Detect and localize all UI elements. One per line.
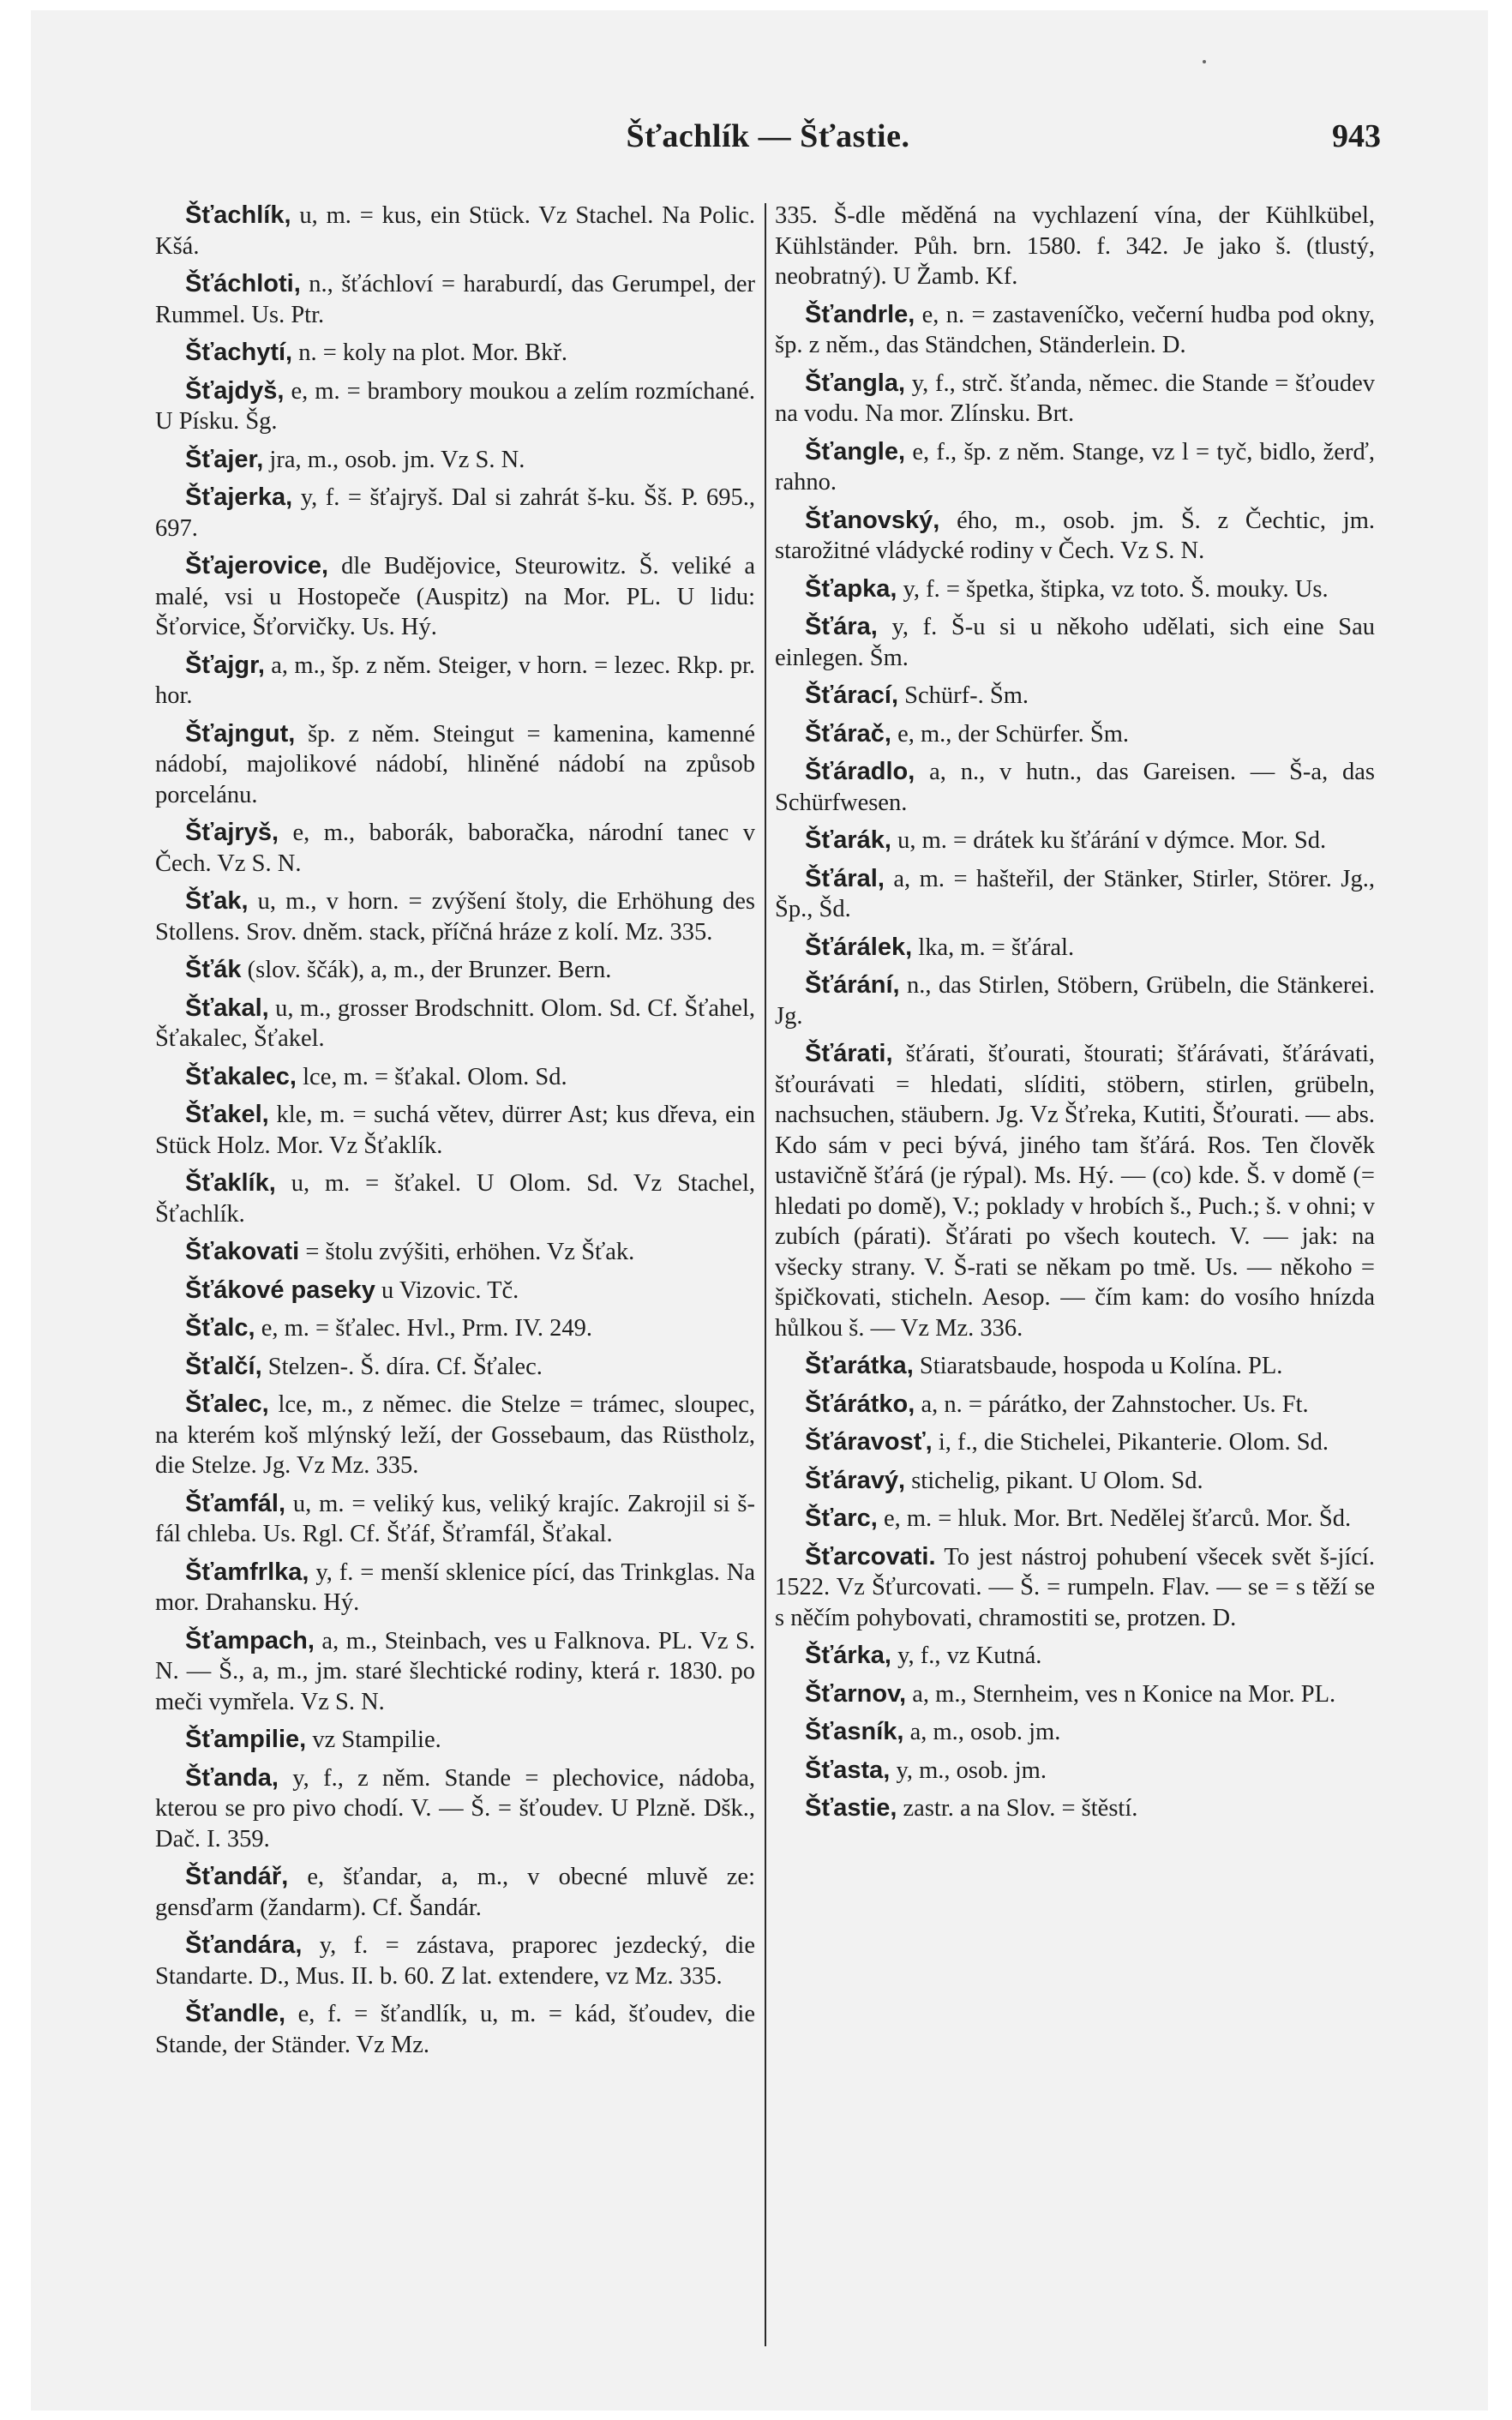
entry-headword: Šťakel, bbox=[185, 1101, 269, 1128]
entry-definition: y, f. = šťajryš. Dal si zahrát š-ku. Šš. P. 695., 697. bbox=[155, 484, 755, 542]
dictionary-entry bbox=[155, 445, 755, 476]
entry-definition: (slov. ščák), a, m., der Brunzer. Bern. bbox=[241, 957, 612, 983]
entry-headword: Šťalc, bbox=[185, 1314, 255, 1342]
entry-headword: Šťaklík, bbox=[185, 1169, 276, 1197]
dictionary-entry bbox=[775, 300, 1375, 361]
dictionary-entry bbox=[155, 1999, 755, 2060]
entry-definition: a, m., Sternheim, ves n Konice na Mor. PL. bbox=[906, 1680, 1336, 1708]
dictionary-entry bbox=[155, 1725, 755, 1756]
entry-definition: e, šťandar, a, m., v obecné mluvě ze: gensďarm (žandarm). Cf. Šandár. bbox=[155, 1864, 755, 1921]
entry-headword: Šťamfál, bbox=[185, 1489, 286, 1517]
dictionary-entry bbox=[155, 1763, 755, 1855]
entry-headword: Šťarnov, bbox=[805, 1679, 907, 1708]
dictionary-entry bbox=[775, 757, 1375, 818]
entry-definition: u, m. = kus, ein Stück. Vz Stachel. Na Polic. Kšá. bbox=[155, 202, 755, 260]
entry-definition: zastr. a na Slov. = štěstí. bbox=[897, 1795, 1138, 1822]
dictionary-entry bbox=[155, 1237, 755, 1268]
entry-headword: Šťajer, bbox=[185, 445, 264, 473]
entry-definition: n., das Stirlen, Stöbern, Grübeln, die Stänkerei. Jg. bbox=[775, 972, 1375, 1030]
entry-definition: ého, m., osob. jm. Š. z Čechtic, jm. starožitné vládycké rodiny v Čech. Vz S. N. bbox=[775, 507, 1375, 564]
entry-definition: lce, m. = šťakal. Olom. Sd. bbox=[297, 1063, 567, 1090]
entry-headword: Šťachytí, bbox=[185, 339, 293, 366]
entry-headword: Šťampilie, bbox=[185, 1726, 307, 1753]
dictionary-entry bbox=[155, 719, 755, 811]
dictionary-entry bbox=[775, 369, 1375, 429]
left-column bbox=[155, 201, 755, 2361]
entry-headword: Šťarák, bbox=[805, 826, 891, 854]
dictionary-entry bbox=[155, 1313, 755, 1344]
entry-definition: y, f. = zástava, praporec jezdecký, die Standarte. D., Mus. II. b. 60. Z lat. extendere, vz Mz. 335. bbox=[155, 1932, 755, 1990]
entry-definition: e, m. = brambory moukou a zelím rozmíchané. U Písku. Šg. bbox=[155, 377, 755, 435]
dictionary-entry bbox=[775, 574, 1375, 605]
dictionary-entry bbox=[155, 1168, 755, 1229]
entry-definition: a, n., v hutn., das Gareisen. — Š-a, das Schürfwesen. bbox=[775, 759, 1375, 816]
entry-headword: Šťárálek, bbox=[805, 933, 913, 961]
dictionary-entry bbox=[155, 1390, 755, 1481]
entry-headword: Šťangle, bbox=[805, 437, 906, 465]
entry-definition: dle Budějovice, Steurowitz. Š. veliké a malé, vsi u Hostopeče (Auspitz) na Mor. PL. U lidu: Šťorvice, Šťorvičky. Us. Hý. bbox=[155, 553, 755, 640]
entry-headword: Šťárka, bbox=[805, 1642, 891, 1669]
dictionary-entry bbox=[775, 1504, 1375, 1534]
dictionary-entry bbox=[775, 970, 1375, 1031]
entry-definition: lce, m., z němec. die Stelze = trámec, sloupec, na kterém koš mlýnský leží, der Gossebaum, das Rüstholz, die Stelze. Jg. Vz Mz. 335. bbox=[155, 1391, 755, 1479]
entry-headword: Šťarc, bbox=[805, 1504, 878, 1532]
entry-headword: Šťalec, bbox=[185, 1390, 269, 1418]
entry-definition: y, m., osob. jm. bbox=[890, 1756, 1047, 1784]
dictionary-entry bbox=[155, 201, 755, 261]
entry-definition: u, m. = veliký kus, veliký krajíc. Zakrojil si š-fál chleba. Us. Rgl. Cf. Šťáf, Šťramfál, Šťakal. bbox=[155, 1490, 755, 1547]
dictionary-entry bbox=[775, 719, 1375, 750]
dictionary-entry bbox=[155, 269, 755, 330]
entry-definition: e, m., baborák, baboračka, národní tanec v Čech. Vz S. N. bbox=[155, 820, 755, 877]
entry-headword: Šťanovský, bbox=[805, 506, 940, 534]
dictionary-entry bbox=[775, 1466, 1375, 1497]
entry-definition: e, m. = šťalec. Hvl., Prm. IV. 249. bbox=[255, 1315, 593, 1342]
entry-definition: y, f. = menší sklenice pící, das Trinkglas. Na mor. Drahansku. Hý. bbox=[155, 1558, 755, 1616]
dictionary-entry bbox=[155, 818, 755, 879]
entry-headword: Šťamfrlka, bbox=[185, 1558, 309, 1586]
entry-definition: kle, m. = suchá větev, dürrer Ast; kus dřeva, ein Stück Holz. Mor. Vz Šťaklík. bbox=[155, 1102, 755, 1159]
dictionary-entry bbox=[775, 506, 1375, 567]
running-head: Šťachlík — Šťastie. bbox=[626, 118, 910, 154]
entry-headword: Šťakal, bbox=[185, 994, 269, 1022]
entry-headword: Šťáral, bbox=[805, 864, 885, 892]
entry-headword: Šťárati, bbox=[805, 1040, 893, 1067]
entry-headword: Šťáravosť, bbox=[805, 1428, 933, 1456]
dictionary-entry bbox=[775, 1039, 1375, 1343]
dictionary-entry bbox=[775, 826, 1375, 856]
entry-headword: Šťasta, bbox=[805, 1756, 891, 1784]
dictionary-entry bbox=[155, 1062, 755, 1093]
entry-definition: Stiaratsbaude, hospoda u Kolína. PL. bbox=[913, 1353, 1283, 1379]
entry-definition: a, m., Steinbach, ves u Falknova. PL. Vz S. N. — Š., a, m., jm. staré šlechtické rodiny, která r. 1830. po meči vymřela. Vz S. N. bbox=[155, 1627, 755, 1715]
entry-definition: a, m., šp. z něm. Steiger, v horn. = lezec. Rkp. pr. hor. bbox=[155, 652, 755, 709]
entry-headword: Šťandle, bbox=[185, 2000, 286, 2027]
entry-headword: Šťárací, bbox=[805, 682, 899, 709]
entry-definition: šťárati, šťourati, štourati; šťárávati, šťárávati, šťourávati = hledati, slíditi, stöbern, stirlen, grübeln, nachsuchen, stäubern. Jg. Vz Šťreka, Kutiti, Šťourati. — abs. Kdo sám v peci bývá, jiného tam šťárá. Ros. Ten člověk ustavičně šťárá (je rýpal). Ms. Hý. — (co) kde. Š. v domě (= hledati po domě), V.; poklady v hrobích š., Puch.; š. v ohni; v zubích (párati). Šťárati po všech koutech. V. — jak: na všecky strany. V. Š-rati se někam po tmě. Us. — někoho = špičkovati, sticheln. Aesop. — čím kam: do vosího hnízda hůlkou š. — Vz Mz. 336. bbox=[775, 1041, 1375, 1342]
entry-headword: Šťáravý, bbox=[805, 1466, 906, 1494]
dictionary-entry bbox=[155, 1100, 755, 1161]
entry-headword: Šťakovati bbox=[185, 1238, 300, 1265]
dictionary-entry bbox=[775, 1717, 1375, 1748]
entry-definition: u, m. = drátek ku šťárání v dýmce. Mor. Sd. bbox=[891, 827, 1327, 854]
right-column bbox=[775, 201, 1375, 2361]
entry-definition: jra, m., osob. jm. Vz S. N. bbox=[263, 446, 525, 473]
dictionary-entry bbox=[775, 1351, 1375, 1382]
entry-headword: Šťak, bbox=[185, 887, 249, 915]
print-speck bbox=[1203, 60, 1206, 63]
entry-headword: Šťárač, bbox=[805, 719, 891, 748]
entry-definition: y, f., vz Kutná. bbox=[891, 1642, 1042, 1669]
dictionary-entry bbox=[775, 612, 1375, 673]
dictionary-entry bbox=[155, 1558, 755, 1618]
entry-definition: Schürf-. Šm. bbox=[898, 682, 1029, 709]
dictionary-entry bbox=[775, 437, 1375, 498]
dictionary-entry bbox=[155, 886, 755, 947]
dictionary-entry bbox=[775, 1390, 1375, 1420]
entry-headword: Šťajdyš, bbox=[185, 376, 285, 405]
entry-headword: Šťárátko, bbox=[805, 1390, 915, 1418]
entry-definition: n. = koly na plot. Mor. Bkř. bbox=[292, 339, 567, 366]
entry-headword: Šťanda, bbox=[185, 1763, 279, 1792]
entry-definition: u, m., grosser Brodschnitt. Olom. Sd. Cf. Šťahel, Šťakalec, Šťakel. bbox=[155, 994, 755, 1052]
entry-definition: n., šťáchloví = haraburdí, das Gerumpel, der Rummel. Us. Ptr. bbox=[155, 271, 755, 328]
entry-headword: Šťák bbox=[185, 956, 242, 983]
dictionary-entry bbox=[775, 681, 1375, 712]
entry-headword: Šťangla, bbox=[805, 369, 906, 397]
entry-headword: Šťajerovice, bbox=[185, 552, 329, 579]
entry-headword: Šťandář, bbox=[185, 1863, 289, 1890]
entry-definition: e, m., der Schürfer. Šm. bbox=[891, 720, 1129, 748]
entry-headword: Šťákové paseky bbox=[185, 1276, 375, 1304]
dictionary-entry bbox=[155, 376, 755, 437]
dictionary-entry bbox=[155, 955, 755, 986]
entry-definition: a, n. = párátko, der Zahnstocher. Us. Ft. bbox=[915, 1390, 1309, 1418]
dictionary-entry bbox=[775, 1679, 1375, 1710]
dictionary-entry bbox=[775, 1542, 1375, 1634]
dictionary-entry bbox=[155, 338, 755, 369]
entry-headword: Šťalčí, bbox=[185, 1352, 262, 1380]
dictionary-page bbox=[31, 10, 1488, 2411]
entry-headword: Šťandára, bbox=[185, 1931, 303, 1959]
dictionary-entry bbox=[775, 864, 1375, 925]
entry-headword: Šťajngut, bbox=[185, 719, 296, 748]
dictionary-entry bbox=[775, 1793, 1375, 1824]
dictionary-entry bbox=[155, 1276, 755, 1306]
entry-definition: u, m., v horn. = zvýšení štoly, die Erhöhung des Stollens. Srov. dněm. stack, příčná hráze z kolí. Mz. 335. bbox=[155, 888, 755, 946]
entry-headword: Šťandrle, bbox=[805, 300, 915, 328]
entry-headword: Šťárání, bbox=[805, 971, 900, 999]
entry-headword: Šťasník, bbox=[805, 1718, 904, 1745]
dictionary-entry bbox=[155, 994, 755, 1054]
entry-definition: a, m., osob. jm. bbox=[903, 1719, 1061, 1745]
entry-headword: Šťáchloti, bbox=[185, 270, 301, 297]
dictionary-entry bbox=[155, 1862, 755, 1923]
entry-definition: e, n. = zastaveníčko, večerní hudba pod okny, šp. z něm., das Ständchen, Ständerlein. D. bbox=[775, 301, 1375, 358]
dictionary-entry bbox=[155, 551, 755, 643]
entry-headword: Šťáradlo, bbox=[805, 758, 915, 785]
entry-definition: 335. Š-dle měděná na vychlazení vína, der Kühlkübel, Kühlständer. Půh. brn. 1580. f. 342. Je jako š. (tlustý, neobratný). U Žamb. Kf. bbox=[775, 202, 1375, 290]
entry-headword: Šťajryš, bbox=[185, 819, 279, 846]
entry-definition: To jest nástroj pohubení všecek svět š-jící. 1522. Vz Šťurcovati. — Š. = rumpeln. Flav. — se = s těží se s něčím pohybovati, chramostiti se, protzen. D. bbox=[775, 1543, 1375, 1631]
entry-headword: Šťakalec, bbox=[185, 1062, 297, 1090]
column-divider bbox=[765, 203, 766, 2346]
dictionary-entry bbox=[155, 651, 755, 712]
entry-headword: Šťapka, bbox=[805, 574, 897, 603]
dictionary-entry bbox=[155, 483, 755, 543]
entry-definition: a, m. = hašteřil, der Stänker, Stirler, Störer. Jg., Šp., Šd. bbox=[775, 865, 1375, 922]
entry-definition: šp. z něm. Steingut = kamenina, kamenné nádobí, majolikové nádobí, hliněné nádobí na způsob porcelánu. bbox=[155, 720, 755, 808]
entry-headword: Šťachlík, bbox=[185, 201, 291, 229]
entry-definition: e, f. = šťandlík, u, m. = kád, šťoudev, die Stande, der Ständer. Vz Mz. bbox=[155, 2001, 755, 2058]
dictionary-entry bbox=[775, 933, 1375, 964]
entry-definition: i, f., die Stichelei, Pikanterie. Olom. Sd. bbox=[932, 1429, 1329, 1456]
dictionary-entry bbox=[155, 1352, 755, 1383]
page-number: 943 bbox=[1332, 118, 1381, 154]
entry-definition: u Vizovic. Tč. bbox=[375, 1276, 519, 1304]
entry-definition: y, f., strč. šťanda, němec. die Stande = šťoudev na vodu. Na mor. Zlínsku. Brt. bbox=[775, 369, 1375, 427]
entry-headword: Šťarátka, bbox=[805, 1352, 914, 1379]
entry-headword: Šťastie, bbox=[805, 1794, 897, 1822]
entry-definition: y, f., z něm. Stande = plechovice, nádoba, kterou se pro pivo chodí. V. — Š. = šťoudev. U Plzně. Dšk., Dač. I. 359. bbox=[155, 1764, 755, 1853]
entry-headword: Šťára, bbox=[805, 613, 878, 640]
entry-definition: e, m. = hluk. Mor. Brt. Nedělej šťarců. Mor. Šd. bbox=[877, 1505, 1352, 1532]
entry-definition: = štolu zvýšiti, erhöhen. Vz Šťak. bbox=[299, 1239, 635, 1265]
entry-definition: lka, m. = šťáral. bbox=[912, 934, 1075, 961]
dictionary-entry bbox=[775, 1427, 1375, 1458]
entry-headword: Šťajerka, bbox=[185, 483, 293, 511]
dictionary-entry bbox=[775, 1641, 1375, 1672]
dictionary-entry bbox=[155, 1931, 755, 1991]
page-header bbox=[155, 117, 1381, 169]
entry-headword: Šťajgr, bbox=[185, 651, 265, 679]
entry-definition: stichelig, pikant. U Olom. Sd. bbox=[905, 1467, 1203, 1494]
dictionary-entry bbox=[775, 1756, 1375, 1786]
dictionary-entry bbox=[155, 1626, 755, 1718]
entry-headword: Šťarcovati. bbox=[805, 1542, 936, 1570]
entry-headword: Šťampach, bbox=[185, 1626, 315, 1654]
entry-definition: y, f. Š-u si u někoho udělati, sich eine Sau einlegen. Šm. bbox=[775, 614, 1375, 671]
dictionary-entry bbox=[155, 1489, 755, 1550]
entry-definition: u, m. = šťakel. U Olom. Sd. Vz Stachel, Šťachlík. bbox=[155, 1170, 755, 1228]
entry-definition: y, f. = špetka, štipka, vz toto. Š. mouky. Us. bbox=[897, 575, 1329, 603]
entry-definition: vz Stampilie. bbox=[306, 1726, 441, 1753]
entry-definition: e, f., šp. z něm. Stange, vz l = tyč, bidlo, žerď, rahno. bbox=[775, 438, 1375, 495]
dictionary-entry bbox=[775, 201, 1375, 292]
entry-definition: Stelzen-. Š. díra. Cf. Šťalec. bbox=[261, 1353, 543, 1380]
